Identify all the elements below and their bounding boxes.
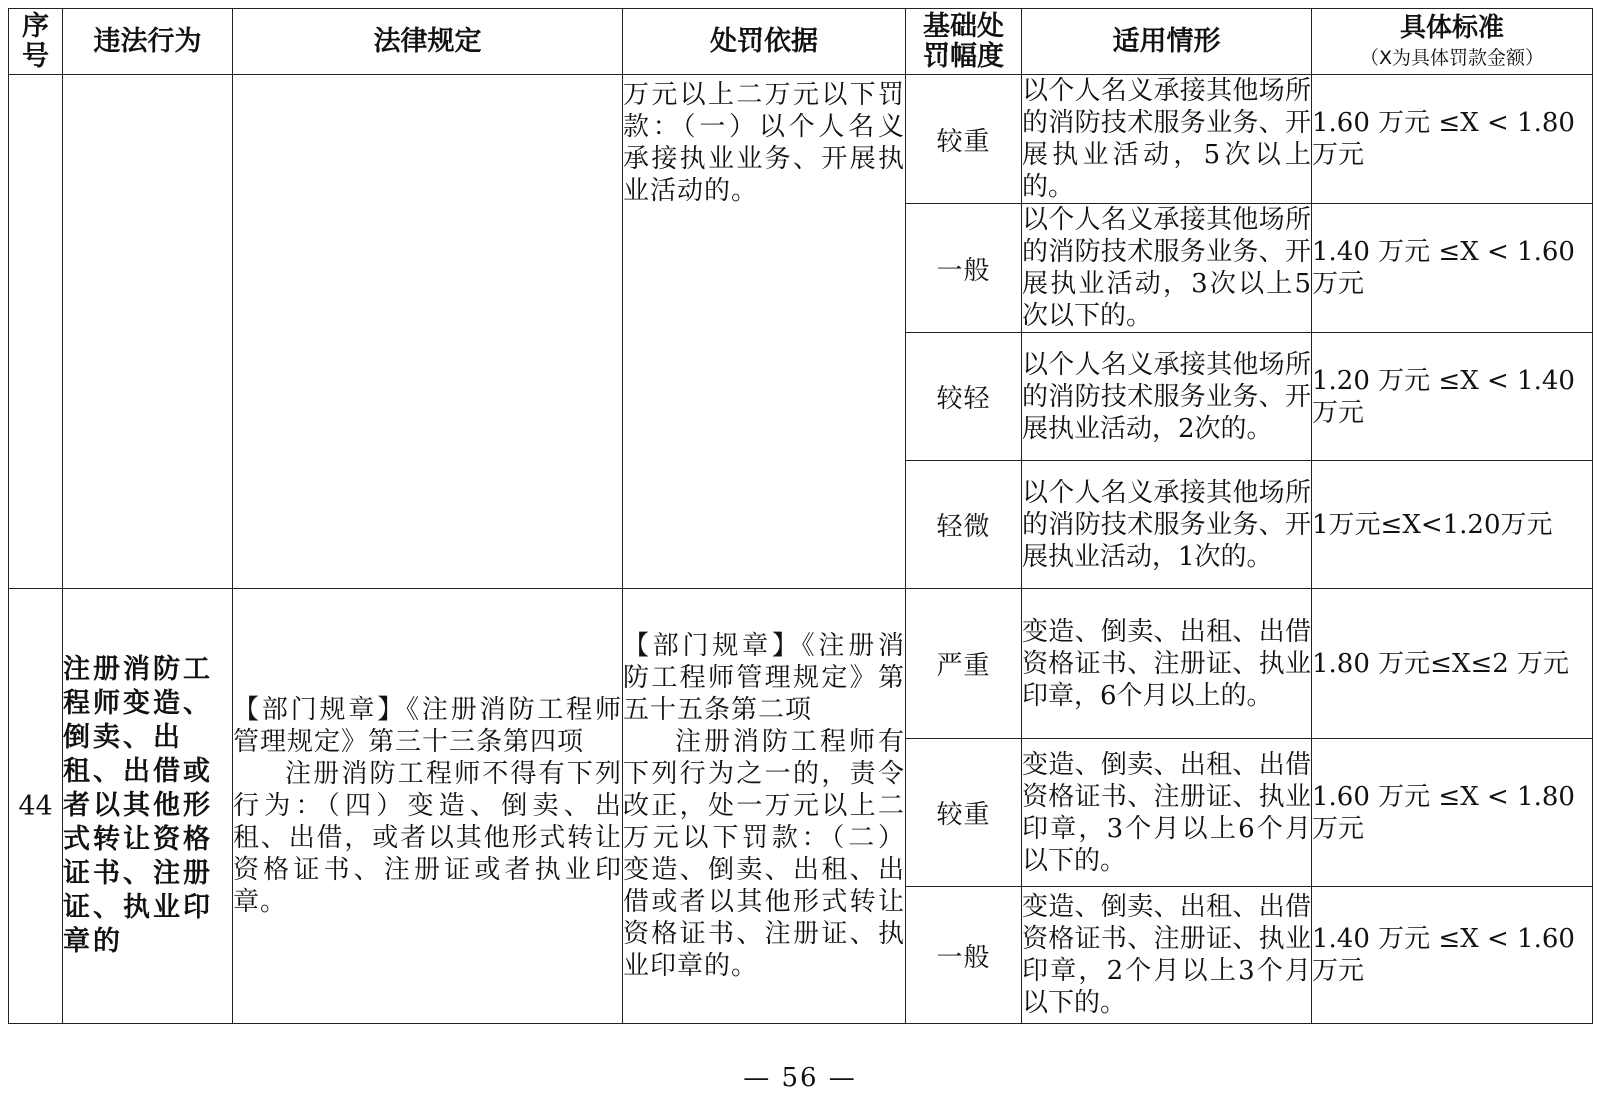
header-standard-label: 具体标准	[1399, 12, 1504, 43]
header-standard-note: （X为具体罚款金额）	[1359, 46, 1545, 69]
degree-cell: 较重	[906, 75, 1022, 204]
degree-cell: 轻微	[906, 461, 1022, 589]
standard-cell: 1.80 万元≤X≤2 万元	[1312, 589, 1593, 739]
penalty-standards-table	[8, 8, 1593, 1024]
header-degree: 基础处罚幅度	[906, 9, 1022, 75]
seq-cell-empty	[9, 75, 63, 589]
act-cell-empty	[63, 75, 233, 589]
degree-cell: 严重	[906, 589, 1022, 739]
standard-cell: 1.60 万元 ≤X < 1.80万元	[1312, 75, 1593, 204]
degree-cell: 一般	[906, 887, 1022, 1024]
law-cell-empty	[233, 75, 623, 589]
header-seq: 序号	[9, 9, 63, 75]
basis-cell-continued	[623, 75, 906, 589]
situation-cell: 以个人名义承接其他场所的消防技术服务业务、开展执业活动，1次的。	[1022, 461, 1312, 589]
degree-cell: 较重	[906, 739, 1022, 887]
law-title: 【部门规章】《注册消防工程师管理规定》第三十三条第四项	[233, 695, 622, 757]
law-cell	[233, 589, 623, 1024]
law-body: 注册消防工程师不得有下列行为：（四）变造、倒卖、出租、出借，或者以其他形式转让资格证书、注册证或者执业印章。	[233, 759, 622, 917]
situation-cell: 变造、倒卖、出租、出借资格证书、注册证、执业印章，2个月以上3个月以下的。	[1022, 887, 1312, 1024]
table-row	[9, 75, 1593, 204]
standard-cell: 1.40 万元 ≤X < 1.60万元	[1312, 204, 1593, 333]
standard-cell: 1万元≤X<1.20万元	[1312, 461, 1593, 589]
situation-cell: 以个人名义承接其他场所的消防技术服务业务、开展执业活动，2次的。	[1022, 333, 1312, 461]
standard-cell: 1.60 万元 ≤X < 1.80万元	[1312, 739, 1593, 887]
header-law: 法律规定	[233, 9, 623, 75]
situation-cell: 变造、倒卖、出租、出借资格证书、注册证、执业印章，6个月以上的。	[1022, 589, 1312, 739]
header-standard	[1312, 9, 1593, 75]
basis-cell	[623, 589, 906, 1024]
basis-text-continued: 万元以上二万元以下罚款：（一）以个人名义承接执业业务、开展执业活动的。	[623, 80, 905, 206]
header-situation: 适用情形	[1022, 9, 1312, 75]
situation-cell: 以个人名义承接其他场所的消防技术服务业务、开展执业活动，3次以上5次以下的。	[1022, 205, 1311, 331]
basis-body: 注册消防工程师有下列行为之一的，责令改正，处一万元以上二万元以下罚款：（二）变造、倒卖、出租、出借或者以其他形式转让资格证书、注册证、执业印章的。	[623, 727, 905, 981]
degree-cell: 一般	[906, 204, 1022, 333]
situation-cell: 以个人名义承接其他场所的消防技术服务业务、开展执业活动，5次以上的。	[1022, 76, 1311, 202]
table-header-row	[9, 9, 1593, 75]
header-act: 违法行为	[63, 9, 233, 75]
standard-cell: 1.20 万元 ≤X < 1.40万元	[1312, 333, 1593, 461]
table-row	[9, 589, 1593, 739]
degree-cell: 较轻	[906, 333, 1022, 461]
standard-cell: 1.40 万元 ≤X < 1.60万元	[1312, 887, 1593, 1024]
basis-title: 【部门规章】《注册消防工程师管理规定》第五十五条第二项	[623, 631, 905, 725]
seq-cell: 44	[9, 589, 63, 1024]
header-basis: 处罚依据	[623, 9, 906, 75]
act-cell: 注册消防工程师变造、倒卖、出租、出借或者以其他形式转让资格证书、注册证、执业印章的	[63, 589, 233, 1024]
situation-cell: 变造、倒卖、出租、出借资格证书、注册证、执业印章，3个月以上6个月以下的。	[1022, 739, 1312, 887]
page-number: — 56 —	[743, 1063, 857, 1093]
